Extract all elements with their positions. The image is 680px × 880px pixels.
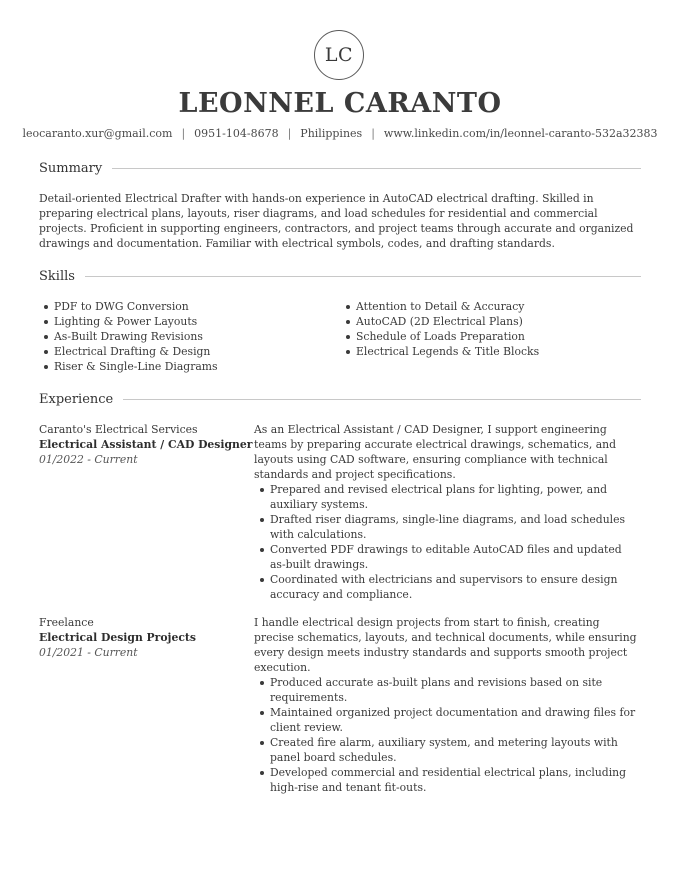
skills-heading (39, 269, 641, 284)
linkedin-link[interactable]: www.linkedin.com/in/leonnel-caranto-532a32383 (383, 127, 658, 140)
job-bullet-list (254, 675, 640, 795)
skill-item: As-Built Drawing Revisions (39, 329, 218, 344)
skill-item: Electrical Drafting & Design (39, 344, 218, 359)
job-bullet: Prepared and revised electrical plans for lighting, power, and auxiliary systems. (254, 482, 640, 512)
job-meta (39, 422, 253, 467)
job-dates: 01/2021 - Current (39, 646, 138, 659)
job-role: Electrical Assistant / CAD Designer (39, 438, 253, 451)
job-description (254, 615, 640, 795)
skill-item: PDF to DWG Conversion (39, 299, 218, 314)
location-text: Philippines (300, 127, 363, 140)
summary-title: Summary (39, 161, 103, 176)
job-intro: As an Electrical Assistant / CAD Designer, I support engineering teams by preparing accurate electrical drawings, schematics, and layouts using CAD software, ensuring compliance with technical standards and project specifications. (254, 423, 617, 481)
summary-heading (39, 161, 641, 176)
job-company: Freelance (39, 616, 94, 629)
job-bullet-list (254, 482, 640, 602)
section-divider (112, 168, 641, 169)
skill-item: AutoCAD (2D Electrical Plans) (341, 314, 539, 329)
job-dates: 01/2022 - Current (39, 453, 138, 466)
monogram-badge: LC (314, 30, 364, 80)
skill-item: Electrical Legends & Title Blocks (341, 344, 539, 359)
contact-separator: | (371, 127, 375, 140)
email-text[interactable]: leocaranto.xur@gmail.com (22, 127, 173, 140)
job-description (254, 422, 640, 602)
job-bullet: Produced accurate as-built plans and revisions based on site requirements. (254, 675, 640, 705)
skill-item: Riser & Single-Line Diagrams (39, 359, 218, 374)
job-bullet: Created fire alarm, auxiliary system, and metering layouts with panel board schedules. (254, 735, 640, 765)
job-company: Caranto's Electrical Services (39, 423, 198, 436)
job-role: Electrical Design Projects (39, 631, 196, 644)
experience-heading (39, 392, 641, 407)
skills-title: Skills (39, 269, 75, 284)
job-bullet: Coordinated with electricians and supervisors to ensure design accuracy and compliance. (254, 572, 640, 602)
job-intro: I handle electrical design projects from start to finish, creating precise schematics, layouts, and technical documents, while ensuring every design meets industry standards and supports smooth project execution. (254, 616, 637, 674)
contact-line (0, 127, 680, 140)
phone-text: 0951-104-8678 (194, 127, 279, 140)
summary-text: Detail-oriented Electrical Drafter with hands-on experience in AutoCAD electrical drafting. Skilled in preparing electrical plans, layouts, riser diagrams, and load schedules for residential and commercial projects. Proficient in supporting engineers, contractors, and project teams through accurate and organized drawings and documentation. Familiar with electrical symbols, codes, and drafting standards. (39, 192, 634, 250)
contact-separator: | (181, 127, 186, 140)
skill-item: Lighting & Power Layouts (39, 314, 218, 329)
skill-item: Attention to Detail & Accuracy (341, 299, 539, 314)
job-meta (39, 615, 244, 660)
section-divider (85, 276, 641, 277)
job-bullet: Maintained organized project documentation and drawing files for client review. (254, 705, 640, 735)
job-bullet: Drafted riser diagrams, single-line diagrams, and load schedules with calculations. (254, 512, 640, 542)
skills-list-left (39, 299, 218, 374)
job-bullet: Developed commercial and residential electrical plans, including high-rise and tenant fit-outs. (254, 765, 640, 795)
skills-list-right (341, 299, 539, 359)
skill-item: Schedule of Loads Preparation (341, 329, 539, 344)
section-divider (123, 399, 641, 400)
contact-separator: | (287, 127, 292, 140)
experience-title: Experience (39, 392, 114, 407)
job-bullet: Converted PDF drawings to editable AutoCAD files and updated as-built drawings. (254, 542, 640, 572)
candidate-name: LEONNEL CARANTO (178, 88, 502, 119)
